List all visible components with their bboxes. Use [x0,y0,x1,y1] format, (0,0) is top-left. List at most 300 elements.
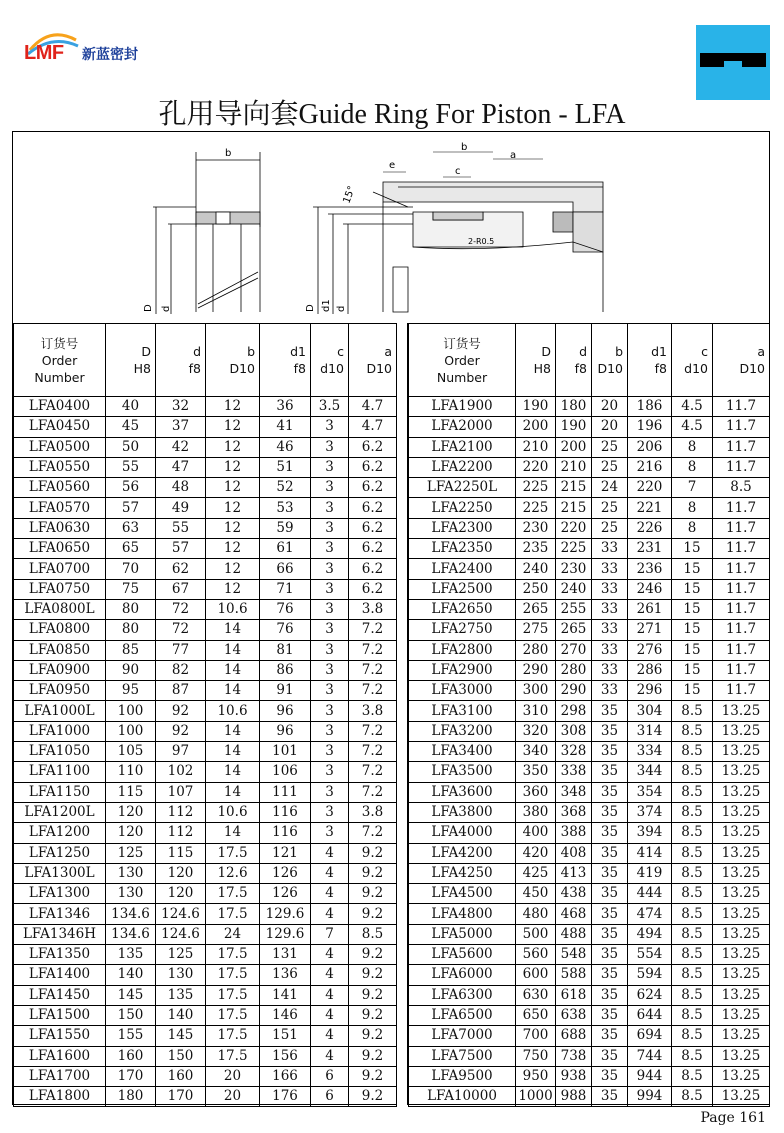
value-cell: 8.5 [349,924,397,944]
value-cell: 220 [516,457,556,477]
table-row [14,945,397,965]
value-cell: 33 [592,660,628,680]
table-row [409,1005,770,1025]
order-number-cell: LFA3600 [409,782,516,802]
column-header [311,324,349,397]
table-row [409,945,770,965]
value-cell: 215 [556,478,592,498]
value-cell: 41 [260,417,311,437]
table-row [14,843,397,863]
value-cell: 12 [206,478,260,498]
value-cell: 230 [516,518,556,538]
value-cell: 246 [628,579,672,599]
value-cell: 141 [260,985,311,1005]
order-number-cell: LFA1300 [14,884,106,904]
drawing-label-D2: D [305,304,316,312]
value-cell: 4.5 [672,397,713,417]
column-header-line: d [193,344,201,359]
value-cell: 106 [260,762,311,782]
value-cell: 334 [628,742,672,762]
value-cell: 8.5 [672,1005,713,1025]
drawing-label-angle: 15° [341,184,358,206]
value-cell: 150 [156,1046,206,1066]
value-cell: 380 [516,802,556,822]
order-number-cell: LFA0850 [14,640,106,660]
order-number-cell: LFA4200 [409,843,516,863]
order-number-cell: LFA1500 [14,1005,106,1025]
value-cell: 17.5 [206,904,260,924]
value-cell: 35 [592,985,628,1005]
value-cell: 48 [156,478,206,498]
value-cell: 250 [516,579,556,599]
value-cell: 140 [106,965,156,985]
value-cell: 13.25 [713,823,770,843]
piston-assembly [313,182,603,314]
value-cell: 300 [516,681,556,701]
value-cell: 8.5 [672,823,713,843]
value-cell: 135 [106,945,156,965]
value-cell: 7 [672,478,713,498]
value-cell: 8.5 [672,1046,713,1066]
value-cell: 388 [556,823,592,843]
value-cell: 35 [592,762,628,782]
table-row [14,437,397,457]
order-number-cell: LFA4250 [409,863,516,883]
value-cell: 20 [592,417,628,437]
value-cell: 240 [556,579,592,599]
value-cell: 116 [260,802,311,822]
value-cell: 35 [592,1005,628,1025]
value-cell: 15 [672,559,713,579]
column-header-line: f8 [654,361,667,376]
order-number-cell: LFA2250 [409,498,516,518]
order-number-cell: LFA2200 [409,457,516,477]
order-number-cell: LFA0550 [14,457,106,477]
value-cell: 230 [556,559,592,579]
order-number-cell: LFA3800 [409,802,516,822]
value-cell: 96 [260,701,311,721]
order-number-cell: LFA1550 [14,1026,106,1046]
drawing-label-c: c [455,166,461,177]
value-cell: 340 [516,742,556,762]
value-cell: 3 [311,559,349,579]
order-number-cell: LFA7500 [409,1046,516,1066]
table-row [409,823,770,843]
value-cell: 400 [516,823,556,843]
value-cell: 76 [260,620,311,640]
value-cell: 86 [260,660,311,680]
value-cell: 7 [311,924,349,944]
value-cell: 624 [628,985,672,1005]
value-cell: 92 [156,701,206,721]
order-number-cell: LFA2100 [409,437,516,457]
value-cell: 8 [672,498,713,518]
ring-cross-section [153,152,260,314]
order-number-cell: LFA1346 [14,904,106,924]
table-row [409,884,770,904]
value-cell: 588 [556,965,592,985]
value-cell: 80 [106,620,156,640]
value-cell: 11.7 [713,640,770,660]
value-cell: 33 [592,579,628,599]
value-cell: 25 [592,498,628,518]
value-cell: 350 [516,762,556,782]
value-cell: 3 [311,518,349,538]
value-cell: 70 [106,559,156,579]
value-cell: 4 [311,843,349,863]
value-cell: 80 [106,599,156,619]
value-cell: 8 [672,518,713,538]
value-cell: 425 [516,863,556,883]
spec-table-right [408,323,770,1107]
value-cell: 7.2 [349,660,397,680]
order-number-cell: LFA0560 [14,478,106,498]
value-cell: 360 [516,782,556,802]
value-cell: 13.25 [713,1046,770,1066]
value-cell: 374 [628,802,672,822]
column-header-line: H8 [133,361,151,376]
order-number-cell: LFA4800 [409,904,516,924]
value-cell: 3 [311,437,349,457]
value-cell: 9.2 [349,985,397,1005]
value-cell: 420 [516,843,556,863]
value-cell: 124.6 [156,924,206,944]
value-cell: 419 [628,863,672,883]
column-header [516,324,556,397]
drawing-label-radius: 2-R0.5 [468,237,495,246]
value-cell: 9.2 [349,884,397,904]
value-cell: 261 [628,599,672,619]
value-cell: 110 [106,762,156,782]
order-number-cell: LFA2400 [409,559,516,579]
table-row [409,721,770,741]
value-cell: 225 [516,478,556,498]
table-row [14,579,397,599]
value-cell: 548 [556,945,592,965]
table-row [409,1046,770,1066]
value-cell: 688 [556,1026,592,1046]
table-row [409,802,770,822]
order-number-cell: LFA2750 [409,620,516,640]
value-cell: 96 [260,721,311,741]
value-cell: 594 [628,965,672,985]
value-cell: 9.2 [349,843,397,863]
value-cell: 35 [592,863,628,883]
value-cell: 8 [672,457,713,477]
column-header-line: f8 [188,361,201,376]
value-cell: 4 [311,863,349,883]
value-cell: 180 [556,397,592,417]
order-number-cell: LFA1400 [14,965,106,985]
value-cell: 368 [556,802,592,822]
order-number-cell: LFA2650 [409,599,516,619]
value-cell: 11.7 [713,559,770,579]
value-cell: 554 [628,945,672,965]
value-cell: 235 [516,539,556,559]
value-cell: 286 [628,660,672,680]
value-cell: 8.5 [672,924,713,944]
column-header-line: D [541,344,551,359]
column-header-line: 订货号 [443,335,481,351]
value-cell: 130 [106,863,156,883]
value-cell: 3 [311,782,349,802]
order-number-cell: LFA1450 [14,985,106,1005]
value-cell: 55 [156,518,206,538]
value-cell: 7.2 [349,640,397,660]
table-row [14,782,397,802]
drawing-label-d1: d [161,305,172,312]
value-cell: 6.2 [349,579,397,599]
order-number-cell: LFA0800 [14,620,106,640]
order-number-cell: LFA2000 [409,417,516,437]
value-cell: 3 [311,498,349,518]
column-header-line: f8 [293,361,306,376]
table-row [14,1026,397,1046]
value-cell: 131 [260,945,311,965]
value-cell: 136 [260,965,311,985]
order-number-cell: LFA6300 [409,985,516,1005]
value-cell: 170 [156,1087,206,1107]
value-cell: 8.5 [672,985,713,1005]
value-cell: 3 [311,660,349,680]
column-header [556,324,592,397]
order-number-cell: LFA0500 [14,437,106,457]
value-cell: 35 [592,965,628,985]
value-cell: 3 [311,620,349,640]
value-cell: 12 [206,437,260,457]
value-cell: 6 [311,1087,349,1107]
value-cell: 87 [156,681,206,701]
value-cell: 618 [556,985,592,1005]
value-cell: 4 [311,1046,349,1066]
value-cell: 3 [311,417,349,437]
logo-lmf-text: LMF [24,42,64,64]
value-cell: 25 [592,437,628,457]
value-cell: 35 [592,782,628,802]
value-cell: 480 [516,904,556,924]
value-cell: 129.6 [260,904,311,924]
table-row [14,863,397,883]
value-cell: 650 [516,1005,556,1025]
table-row [409,599,770,619]
value-cell: 17.5 [206,1026,260,1046]
value-cell: 176 [260,1087,311,1107]
table-row [409,498,770,518]
value-cell: 500 [516,924,556,944]
order-number-cell: LFA1350 [14,945,106,965]
value-cell: 15 [672,681,713,701]
value-cell: 11.7 [713,457,770,477]
value-cell: 3 [311,539,349,559]
order-number-cell: LFA0950 [14,681,106,701]
value-cell: 120 [156,884,206,904]
order-number-cell: LFA1800 [14,1087,106,1107]
table-row [14,498,397,518]
value-cell: 82 [156,660,206,680]
value-cell: 42 [156,437,206,457]
value-cell: 186 [628,397,672,417]
value-cell: 290 [516,660,556,680]
value-cell: 33 [592,620,628,640]
value-cell: 35 [592,843,628,863]
table-row [409,965,770,985]
value-cell: 225 [516,498,556,518]
value-cell: 17.5 [206,843,260,863]
order-number-cell: LFA0630 [14,518,106,538]
value-cell: 304 [628,701,672,721]
value-cell: 35 [592,721,628,741]
order-number-cell: LFA4000 [409,823,516,843]
value-cell: 216 [628,457,672,477]
value-cell: 271 [628,620,672,640]
column-header [106,324,156,397]
table-row [14,660,397,680]
value-cell: 8.5 [713,478,770,498]
value-cell: 75 [106,579,156,599]
value-cell: 140 [156,1005,206,1025]
value-cell: 206 [628,437,672,457]
value-cell: 9.2 [349,1005,397,1025]
value-cell: 1000 [516,1087,556,1107]
value-cell: 231 [628,539,672,559]
table-row [409,924,770,944]
table-row [409,762,770,782]
column-header-line: b [615,344,623,359]
value-cell: 3 [311,823,349,843]
value-cell: 13.25 [713,1087,770,1107]
value-cell: 210 [556,457,592,477]
value-cell: 7.2 [349,823,397,843]
value-cell: 225 [556,539,592,559]
value-cell: 107 [156,782,206,802]
table-row [409,660,770,680]
value-cell: 280 [516,640,556,660]
value-cell: 17.5 [206,1005,260,1025]
value-cell: 344 [628,762,672,782]
value-cell: 8.5 [672,945,713,965]
drawing-label-d1-dim: d1 [321,299,332,312]
value-cell: 90 [106,660,156,680]
value-cell: 17.5 [206,945,260,965]
column-header-line: f8 [574,361,587,376]
value-cell: 348 [556,782,592,802]
value-cell: 32 [156,397,206,417]
value-cell: 298 [556,701,592,721]
value-cell: 35 [592,701,628,721]
page-title: 孔用导向套Guide Ring For Piston - LFA [158,99,626,130]
value-cell: 3 [311,640,349,660]
table-row [409,518,770,538]
value-cell: 37 [156,417,206,437]
value-cell: 3 [311,478,349,498]
value-cell: 938 [556,1066,592,1086]
column-header [349,324,397,397]
value-cell: 8.5 [672,701,713,721]
table-row [14,620,397,640]
value-cell: 14 [206,762,260,782]
value-cell: 3.8 [349,599,397,619]
value-cell: 413 [556,863,592,883]
value-cell: 226 [628,518,672,538]
value-cell: 65 [106,539,156,559]
table-row [14,1066,397,1086]
value-cell: 81 [260,640,311,660]
order-number-cell: LFA2800 [409,640,516,660]
value-cell: 35 [592,1066,628,1086]
column-header-line: a [757,344,765,359]
value-cell: 4.5 [672,417,713,437]
order-number-cell: LFA1600 [14,1046,106,1066]
value-cell: 11.7 [713,417,770,437]
value-cell: 8.5 [672,904,713,924]
value-cell: 9.2 [349,1046,397,1066]
value-cell: 12 [206,539,260,559]
value-cell: 215 [556,498,592,518]
order-number-cell: LFA3400 [409,742,516,762]
order-number-cell: LFA2350 [409,539,516,559]
value-cell: 92 [156,721,206,741]
value-cell: 166 [260,1066,311,1086]
value-cell: 944 [628,1066,672,1086]
order-number-cell: LFA0650 [14,539,106,559]
value-cell: 4 [311,1005,349,1025]
value-cell: 236 [628,559,672,579]
value-cell: 8.5 [672,1087,713,1107]
table-row [409,843,770,863]
value-cell: 240 [516,559,556,579]
value-cell: 3.8 [349,802,397,822]
value-cell: 265 [516,599,556,619]
value-cell: 101 [260,742,311,762]
value-cell: 120 [106,823,156,843]
table-row [14,701,397,721]
column-header [592,324,628,397]
value-cell: 72 [156,620,206,640]
value-cell: 994 [628,1087,672,1107]
order-number-cell: LFA10000 [409,1087,516,1107]
value-cell: 8.5 [672,863,713,883]
value-cell: 6.2 [349,518,397,538]
column-header [260,324,311,397]
value-cell: 3 [311,701,349,721]
order-number-cell: LFA1250 [14,843,106,863]
value-cell: 35 [592,742,628,762]
value-cell: 62 [156,559,206,579]
value-cell: 85 [106,640,156,660]
value-cell: 11.7 [713,620,770,640]
value-cell: 394 [628,823,672,843]
table-row [409,701,770,721]
value-cell: 130 [156,965,206,985]
value-cell: 115 [156,843,206,863]
value-cell: 8.5 [672,965,713,985]
value-cell: 129.6 [260,924,311,944]
value-cell: 750 [516,1046,556,1066]
value-cell: 53 [260,498,311,518]
value-cell: 600 [516,965,556,985]
table-row [14,742,397,762]
value-cell: 13.25 [713,924,770,944]
value-cell: 125 [106,843,156,863]
value-cell: 77 [156,640,206,660]
table-row [14,640,397,660]
value-cell: 744 [628,1046,672,1066]
table-row [14,559,397,579]
value-cell: 11.7 [713,437,770,457]
value-cell: 12 [206,457,260,477]
table-row [409,417,770,437]
value-cell: 3 [311,681,349,701]
